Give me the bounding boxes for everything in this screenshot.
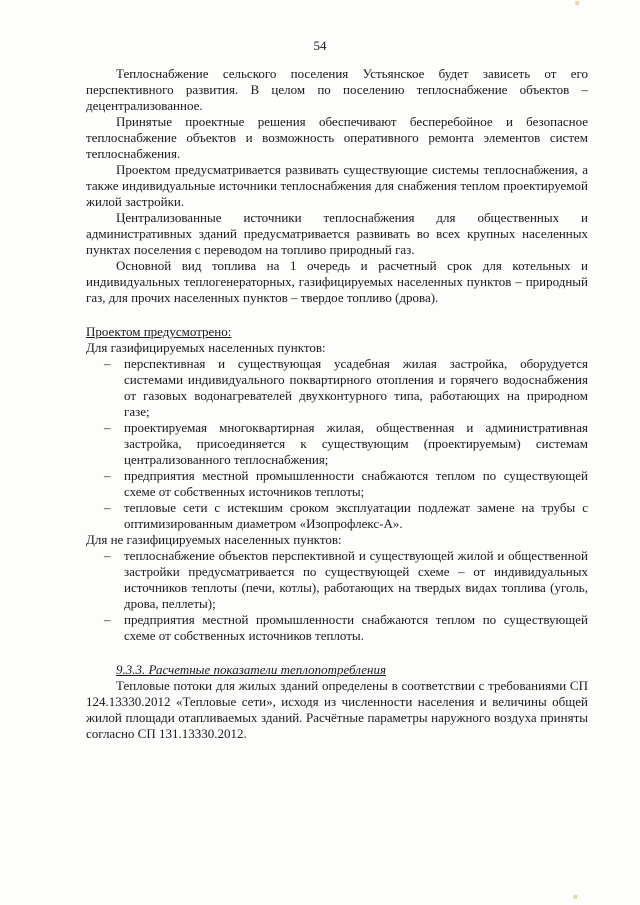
section-heading: 9.3.3. Расчетные показатели теплопотребления [116,662,387,677]
list-item: – тепловые сети с истекшим сроком эксплуатации подлежат замене на трубы с оптимизированным диаметром «Изопрофлекс-А». [124,500,588,532]
gasified-label: Для газифицируемых населенных пунктов: [86,340,326,355]
paragraph-fuel-type: Основной вид топлива на 1 очередь и расчетный срок для котельных и индивидуальных теплогенераторных, газифицируемых населенных пунктов – природный газ, для прочих населенных пунктов – твердое топливо (дрова). [86,258,588,305]
non-gasified-label: Для не газифицируемых населенных пунктов: [86,532,342,547]
page-number: 54 [313,38,327,53]
scan-mark-top: ▪ [574,0,580,7]
list-item: – проектируемая многоквартирная жилая, общественная и административная застройка, присоединяется к существующим (проектируемым) системам централизованного теплоснабжения; [124,420,588,468]
list-item: – предприятия местной промышленности снабжаются теплом по существующей схеме от собственных источников теплоты. [124,612,588,644]
list-item: – перспективная и существующая усадебная жилая застройка, оборудуется системами индивидуального поквартирного отопления и горячего водоснабжения от газовых водонагревателей двухконтурного типа, работающих на природном газе; [124,356,588,420]
non-gasified-list [86,548,588,644]
document-body [86,66,588,742]
paragraph-design-decisions: Принятые проектные решения обеспечивают бесперебойное и безопасное теплоснабжение объектов и возможность оперативного ремонта элементов систем теплоснабжения. [86,114,588,161]
provisions-heading: Проектом предусмотрено: [86,324,232,339]
paragraph-existing-systems: Проектом предусматривается развивать существующие системы теплоснабжения, а также индивидуальные источники теплоснабжения для снабжения теплом проектируемой жилой застройки. [86,162,588,209]
list-item: – теплоснабжение объектов перспективной и существующей жилой и общественной застройки предусматривается по существующей схеме – от индивидуальных источников теплоты (печи, котлы), работающих на твердых видах топлива (уголь, дрова, пеллеты); [124,548,588,612]
scan-mark-bottom: ▪ [572,892,578,901]
paragraph-centralized-sources: Централизованные источники теплоснабжения для общественных и административных зданий предусматривается развивать во всех крупных населенных пунктах поселения с переводом на топливо природный газ. [86,210,588,257]
list-item: – предприятия местной промышленности снабжаются теплом по существующей схеме от собственных источников теплоты; [124,468,588,500]
section-paragraph: Тепловые потоки для жилых зданий определены в соответствии с требованиями СП 124.13330.2012 «Тепловые сети», исходя из численности населения и величины общей жилой площади отапливаемых зданий. Расчётные параметры наружного воздуха приняты согласно СП 131.13330.2012. [86,678,588,741]
paragraph-heat-supply-development: Теплоснабжение сельского поселения Устьянское будет зависеть от его перспективного развития. В целом по поселению теплоснабжение объектов – децентрализованное. [86,66,588,113]
gasified-list [86,356,588,532]
